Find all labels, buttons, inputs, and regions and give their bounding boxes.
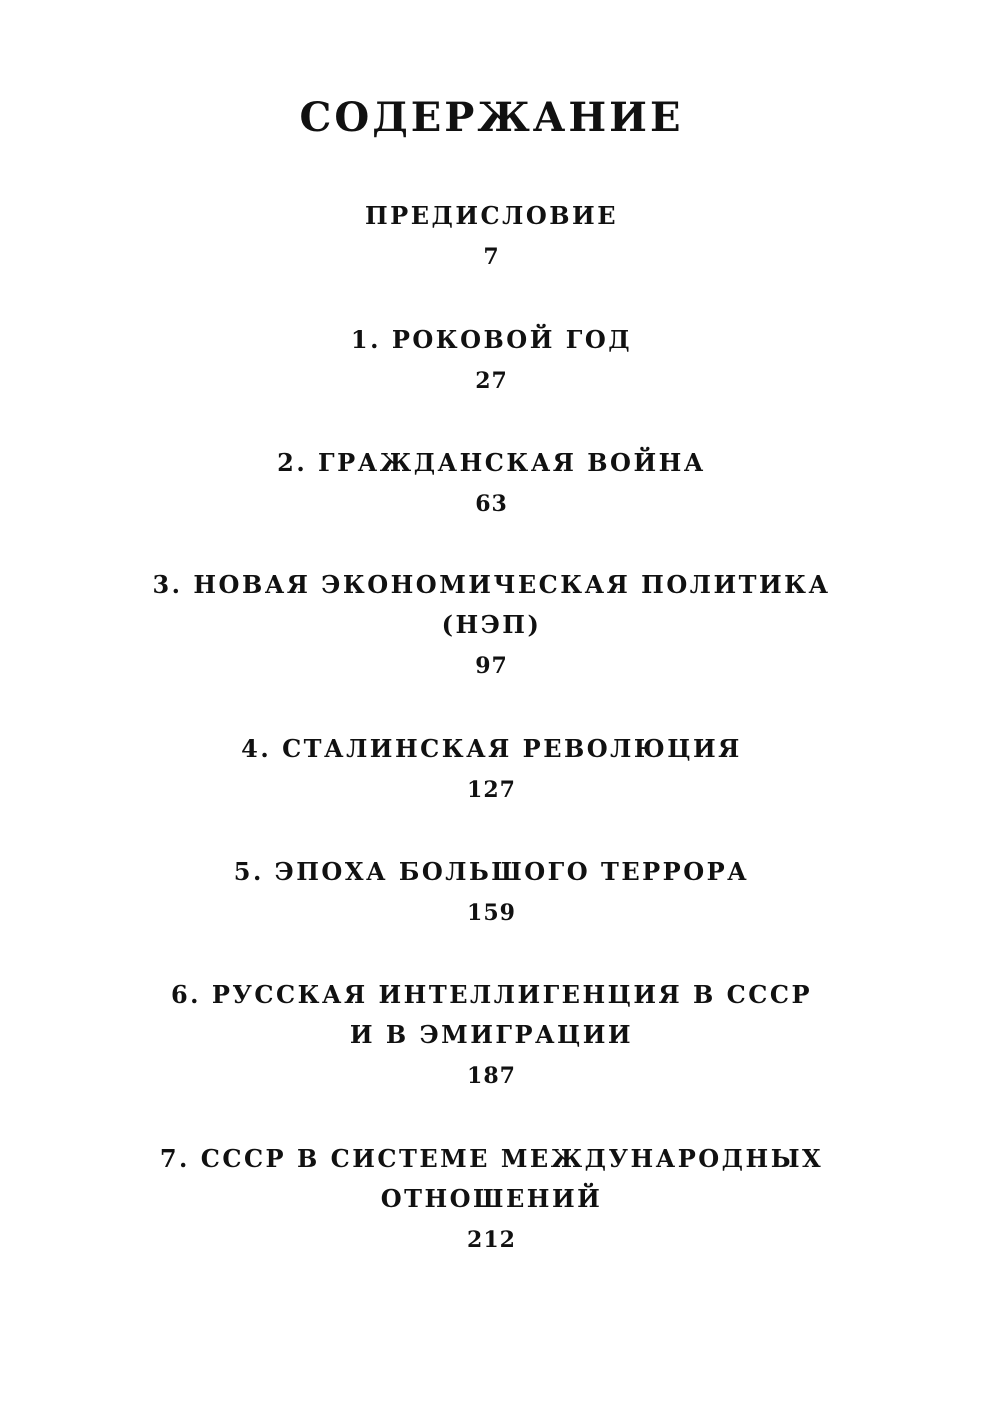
toc-entry-title	[0, 443, 983, 483]
toc-entry-title	[0, 196, 983, 236]
toc-entry-title-line: ОТНОШЕНИЙ	[380, 1184, 603, 1213]
toc-entry-chapter-4[interactable]	[0, 729, 983, 805]
toc-entry-title-line: 1. РОКОВОЙ ГОД	[350, 325, 633, 354]
toc-entry-page-number: 63	[475, 491, 508, 517]
toc-entry-title	[0, 320, 983, 360]
toc-entry-title	[0, 852, 983, 892]
toc-entry-chapter-3[interactable]	[0, 565, 983, 681]
toc-entry-title	[0, 729, 983, 769]
toc-entry-title-line: 6. РУССКАЯ ИНТЕЛЛИГЕНЦИЯ В СССР	[170, 980, 813, 1009]
toc-entry-page-number: 7	[483, 244, 500, 270]
page-title: СОДЕРЖАНИЕ	[299, 94, 684, 141]
toc-entry-title-line: 3. НОВАЯ ЭКОНОМИЧЕСКАЯ ПОЛИТИКА	[152, 570, 831, 599]
toc-entry-page-number: 127	[467, 777, 516, 803]
toc-entry-title-line: 5. ЭПОХА БОЛЬШОГО ТЕРРОРА	[233, 857, 750, 886]
toc-entry-page-number: 97	[475, 653, 508, 679]
toc-entry-title-line: ПРЕДИСЛОВИЕ	[364, 201, 618, 230]
toc-entry-page-number: 27	[475, 368, 508, 394]
toc-entry-page-number: 187	[467, 1063, 516, 1089]
toc-entry-preface[interactable]	[0, 196, 983, 272]
toc-entry-title-line: (НЭП)	[441, 610, 542, 639]
toc-entry-chapter-2[interactable]	[0, 443, 983, 519]
toc-entry-title-line: И В ЭМИГРАЦИИ	[349, 1020, 634, 1049]
toc-entry-title-line: 7. СССР В СИСТЕМЕ МЕЖДУНАРОДНЫХ	[159, 1144, 824, 1173]
toc-entry-chapter-1[interactable]	[0, 320, 983, 396]
toc-entry-page-number: 212	[467, 1227, 516, 1253]
toc-entry-chapter-7[interactable]	[0, 1139, 983, 1255]
toc-entry-title	[0, 975, 983, 1055]
toc-entry-title	[0, 565, 983, 645]
toc-entry-chapter-5[interactable]	[0, 852, 983, 928]
toc-entry-title-line: 4. СТАЛИНСКАЯ РЕВОЛЮЦИЯ	[241, 734, 742, 763]
toc-entry-title-line: 2. ГРАЖДАНСКАЯ ВОЙНА	[277, 448, 706, 477]
toc-entry-title	[0, 1139, 983, 1219]
toc-entry-page-number: 159	[467, 900, 516, 926]
toc-entry-chapter-6[interactable]	[0, 975, 983, 1091]
